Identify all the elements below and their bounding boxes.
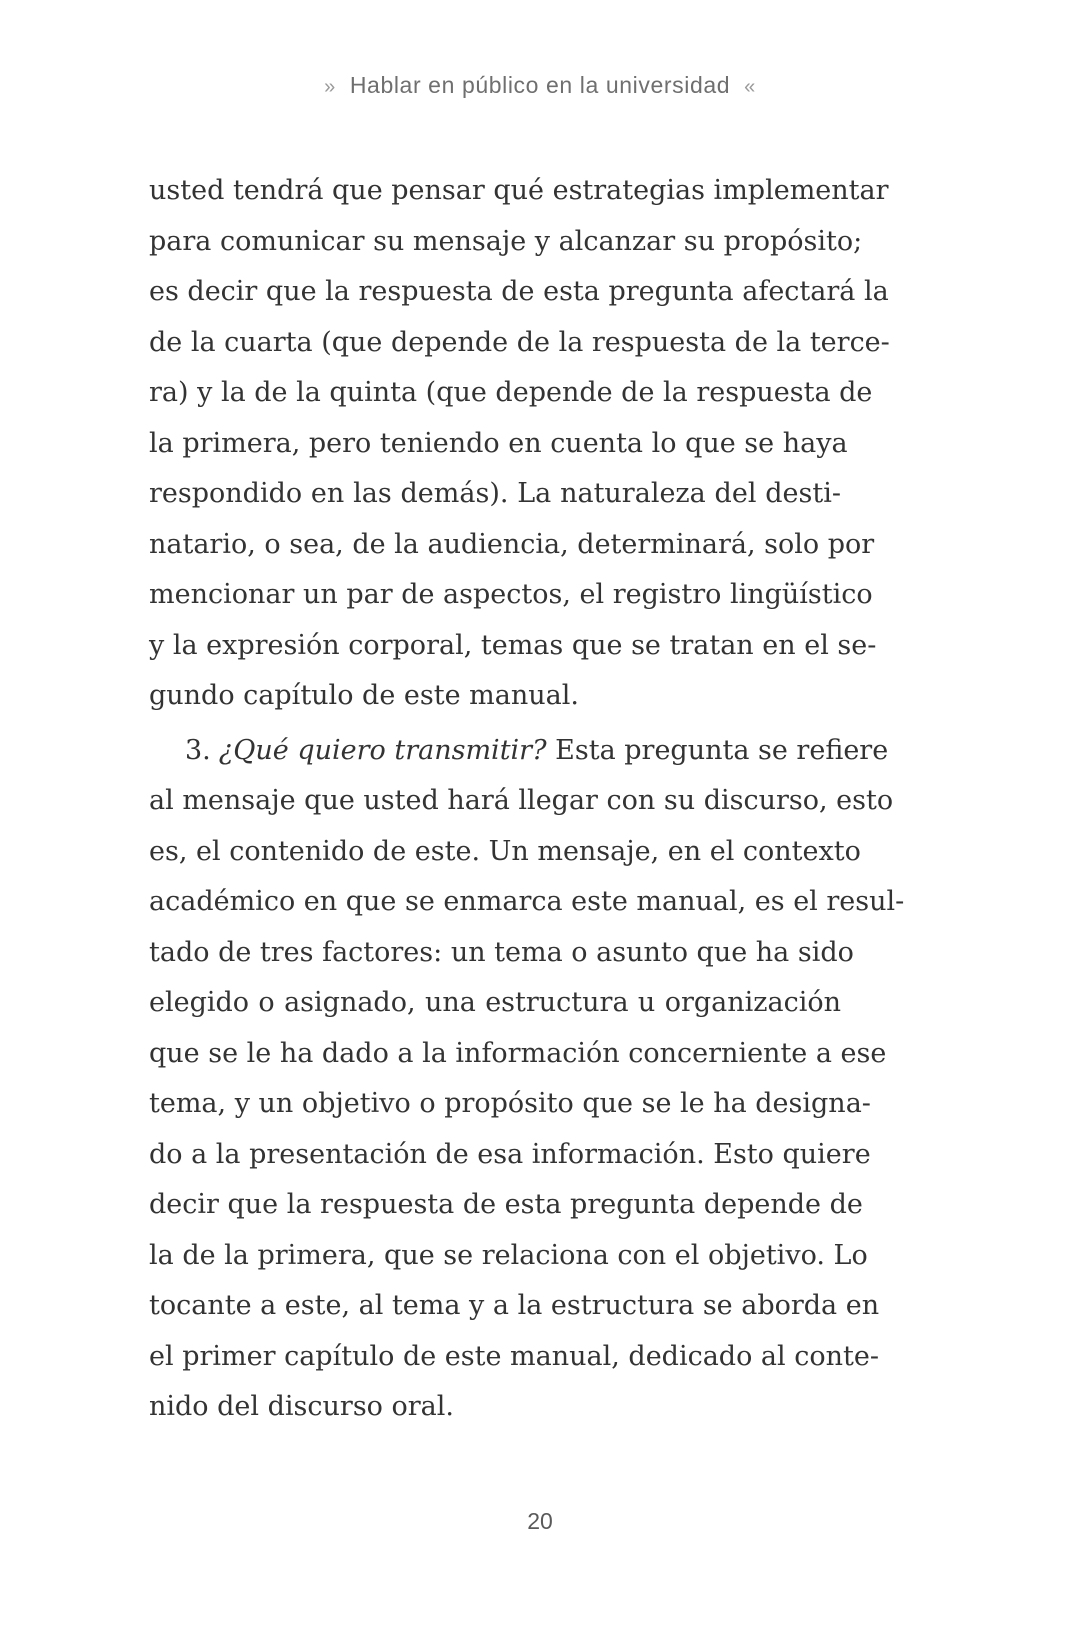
paragraph-2-question: ¿Qué quiero transmitir? xyxy=(218,734,547,766)
paragraph-2-line: elegido o asignado, una estructura u organización xyxy=(149,987,841,1018)
paragraph-2-line: tema, y un objetivo o propósito que se le ha designa- xyxy=(149,1088,871,1119)
header-left-mark: » xyxy=(324,76,336,98)
paragraph-1-line: la primera, pero teniendo en cuenta lo que se haya xyxy=(149,427,848,459)
paragraph-2-line: que se le ha dado a la información concerniente a ese xyxy=(149,1037,887,1069)
paragraph-1-line: respondido en las demás). La naturaleza del desti- xyxy=(149,478,841,509)
paragraph-1-line: y la expresión corporal, temas que se tratan en el se- xyxy=(149,629,877,661)
paragraph-1-line: de la cuarta (que depende de la respuesta de la terce- xyxy=(149,326,890,358)
paragraph-2-line: nido del discurso oral. xyxy=(149,1391,454,1422)
paragraph-1-line: ra) y la de la quinta (que depende de la respuesta de xyxy=(149,377,873,408)
header-right-mark: « xyxy=(744,76,756,98)
paragraph-1-line: natario, o sea, de la audiencia, determinará, solo por xyxy=(149,528,875,560)
paragraph-2-line: el primer capítulo de este manual, dedicado al conte- xyxy=(149,1340,879,1372)
paragraph-2-line: es, el contenido de este. Un mensaje, en el contexto xyxy=(149,835,861,867)
paragraph-2-line: do a la presentación de esa información. Esto quiere xyxy=(149,1138,871,1170)
header-title: Hablar en público en la universidad xyxy=(349,72,731,98)
paragraph-2-first-line xyxy=(149,726,889,777)
paragraph-2-line: académico en que se enmarca este manual, es el resul- xyxy=(149,886,905,917)
paragraph-2-number: 3. xyxy=(185,734,211,766)
paragraph-2-line: la de la primera, que se relaciona con el objetivo. Lo xyxy=(149,1239,868,1271)
paragraph-1-line: gundo capítulo de este manual. xyxy=(149,680,579,711)
paragraph-1-line: usted tendrá que pensar qué estrategias implementar xyxy=(149,175,889,206)
body-text xyxy=(149,166,905,1433)
paragraph-2-first-line-rest: Esta pregunta se refiere xyxy=(555,734,889,766)
paragraph-2-line: tocante a este, al tema y a la estructura se aborda en xyxy=(149,1290,880,1321)
paragraph-1-line: mencionar un par de aspectos, el registro lingüístico xyxy=(149,579,873,610)
paragraph-2-line: tado de tres factores: un tema o asunto que ha sido xyxy=(149,936,854,968)
paragraph-1-line: para comunicar su mensaje y alcanzar su propósito; xyxy=(149,225,863,257)
running-header xyxy=(0,72,1080,99)
page-number: 20 xyxy=(527,1508,553,1534)
paragraph-2-line: decir que la respuesta de esta pregunta depende de xyxy=(149,1189,863,1220)
paragraph-1-line: es decir que la respuesta de esta pregunta afectará la xyxy=(149,276,889,307)
paragraph-2-line: al mensaje que usted hará llegar con su discurso, esto xyxy=(149,785,894,816)
